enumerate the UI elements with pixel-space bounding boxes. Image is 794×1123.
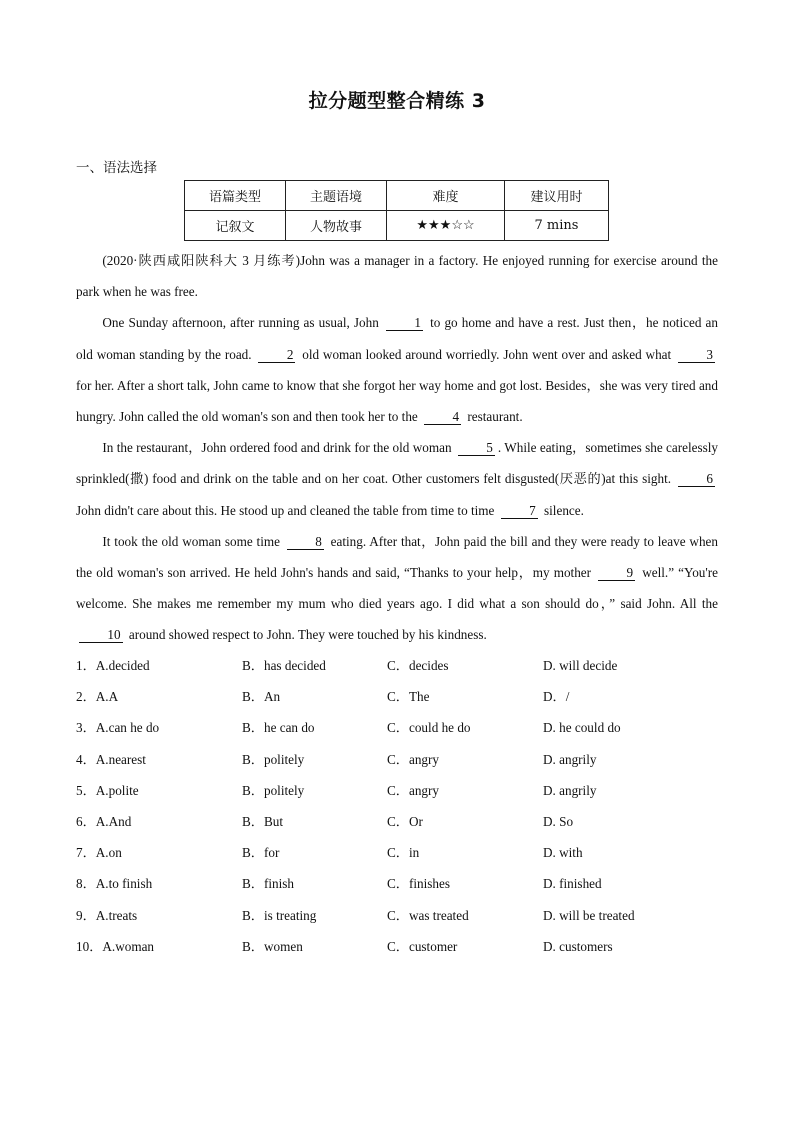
header-theme: 主题语境 bbox=[286, 181, 387, 211]
question-row bbox=[76, 806, 756, 837]
value-genre: 记叙文 bbox=[185, 211, 286, 241]
passage-text: . While eating，sometimes she carelessly sprinkled(撒) food and drink on the table and on her coat. Other customers felt disgusted(厌恶的)at this sight. bbox=[76, 440, 719, 487]
section-heading: 一、语法选择 bbox=[76, 160, 157, 176]
option-b: B．women bbox=[242, 938, 303, 954]
passage-text: well.” “You're welcome. She makes me remember my mum who died years ago. I did what a son should do，” said John. All the bbox=[76, 565, 719, 612]
option-b: B．finish bbox=[242, 876, 295, 892]
header-difficulty: 难度 bbox=[387, 181, 505, 211]
option-c: C．angry bbox=[387, 751, 440, 767]
blank-9: 9 bbox=[598, 565, 635, 581]
option-b: B．politely bbox=[242, 782, 305, 798]
question-row bbox=[76, 775, 756, 806]
question-row bbox=[76, 837, 756, 868]
option-c: C．The bbox=[387, 689, 430, 705]
question-row bbox=[76, 868, 756, 899]
header-time: 建议用时 bbox=[505, 181, 609, 211]
info-table bbox=[184, 180, 609, 241]
option-d: D. customers bbox=[543, 938, 613, 954]
passage-paragraph bbox=[76, 245, 718, 307]
option-a: 1．A.decided bbox=[76, 658, 150, 673]
passage-text: eating. After that，John paid the bill and they were ready to leave when the old woman's son arrived. He held John's hands and said, “Thanks to your help，my mother bbox=[76, 533, 718, 581]
option-d: D. will be treated bbox=[543, 907, 635, 923]
option-d: D. So bbox=[543, 813, 574, 829]
option-d: D．/ bbox=[543, 689, 570, 705]
option-d: D. with bbox=[543, 845, 583, 861]
passage-paragraph bbox=[76, 307, 718, 432]
option-b: B．But bbox=[242, 813, 284, 829]
option-a: 10．A.woman bbox=[76, 938, 155, 954]
question-row bbox=[76, 931, 756, 962]
option-c: C．finishes bbox=[387, 876, 451, 892]
option-a: 3．A.can he do bbox=[76, 720, 160, 736]
option-c: C．could he do bbox=[387, 720, 471, 736]
question-row bbox=[76, 650, 756, 681]
option-a: 7．A.on bbox=[76, 845, 122, 861]
question-row bbox=[76, 900, 756, 931]
passage-text: John didn't care about this. He stood up and cleaned the table from time to time bbox=[76, 502, 498, 518]
question-row bbox=[76, 712, 756, 743]
question-list bbox=[76, 650, 756, 962]
option-b: B．is treating bbox=[242, 907, 317, 923]
option-d: D. angrily bbox=[543, 751, 597, 767]
option-a: 2．A.A bbox=[76, 689, 119, 705]
page-title: 拉分题型整合精练 3 bbox=[308, 90, 486, 112]
option-b: B．politely bbox=[242, 751, 305, 767]
option-d: D. finished bbox=[543, 876, 602, 892]
passage-text: to go home and have a rest. Just then，he noticed an old woman standing by the road. bbox=[76, 315, 718, 362]
question-row bbox=[76, 744, 756, 775]
passage-text: old woman looked around worriedly. John went over and asked what bbox=[298, 346, 676, 362]
option-d: D. angrily bbox=[543, 782, 597, 798]
passage-text: restaurant. bbox=[464, 409, 523, 425]
value-theme: 人物故事 bbox=[286, 211, 387, 241]
passage-paragraph bbox=[76, 432, 718, 526]
info-table-value-row bbox=[185, 211, 609, 241]
option-b: B．he can do bbox=[242, 720, 315, 736]
option-a: 6．A.And bbox=[76, 813, 132, 829]
reading-passage bbox=[76, 245, 718, 651]
passage-text: In the restaurant，John ordered food and drink for the old woman bbox=[102, 440, 455, 456]
blank-3: 3 bbox=[678, 347, 715, 363]
option-b: B．has decided bbox=[242, 658, 326, 673]
value-time: 7 mins bbox=[505, 211, 609, 241]
option-c: C．in bbox=[387, 845, 420, 861]
option-c: C．decides bbox=[387, 658, 449, 673]
passage-text: (2020·陕西咸阳陕科大 3 月练考)John was a manager in a factory. He enjoyed running for exercise around the park when he was free. bbox=[76, 253, 718, 300]
blank-4: 4 bbox=[424, 409, 461, 425]
passage-text: silence. bbox=[540, 502, 584, 518]
option-b: B．for bbox=[242, 845, 280, 861]
option-a: 5．A.polite bbox=[76, 782, 139, 798]
option-b: B．An bbox=[242, 689, 281, 705]
blank-10: 10 bbox=[79, 627, 123, 643]
blank-5: 5 bbox=[458, 440, 495, 456]
blank-7: 7 bbox=[501, 503, 538, 519]
option-a: 8．A.to finish bbox=[76, 876, 153, 892]
header-genre: 语篇类型 bbox=[185, 181, 286, 211]
option-d: D. will decide bbox=[543, 658, 618, 673]
blank-1: 1 bbox=[386, 315, 423, 331]
passage-text: for her. After a short talk, John came to know that she forgot her way home and got lost. Besides，she was very tired and hungry. John called the old woman's son and then took her to the bbox=[76, 377, 718, 425]
option-d: D. he could do bbox=[543, 720, 621, 736]
option-c: C．customer bbox=[387, 938, 458, 954]
question-row bbox=[76, 681, 756, 712]
passage-text: One Sunday afternoon, after running as usual, John bbox=[102, 315, 383, 331]
option-a: 4．A.nearest bbox=[76, 751, 146, 767]
blank-8: 8 bbox=[287, 534, 324, 550]
passage-paragraph bbox=[76, 526, 718, 651]
blank-6: 6 bbox=[678, 471, 715, 487]
passage-text: around showed respect to John. They were touched by his kindness. bbox=[125, 627, 487, 643]
option-c: C．Or bbox=[387, 813, 423, 829]
value-difficulty: ★★★☆☆ bbox=[387, 211, 505, 241]
option-c: C．angry bbox=[387, 782, 440, 798]
info-table-header-row bbox=[185, 181, 609, 211]
passage-text: It took the old woman some time bbox=[102, 533, 284, 549]
option-c: C．was treated bbox=[387, 907, 469, 923]
blank-2: 2 bbox=[258, 347, 295, 363]
option-a: 9．A.treats bbox=[76, 907, 138, 923]
